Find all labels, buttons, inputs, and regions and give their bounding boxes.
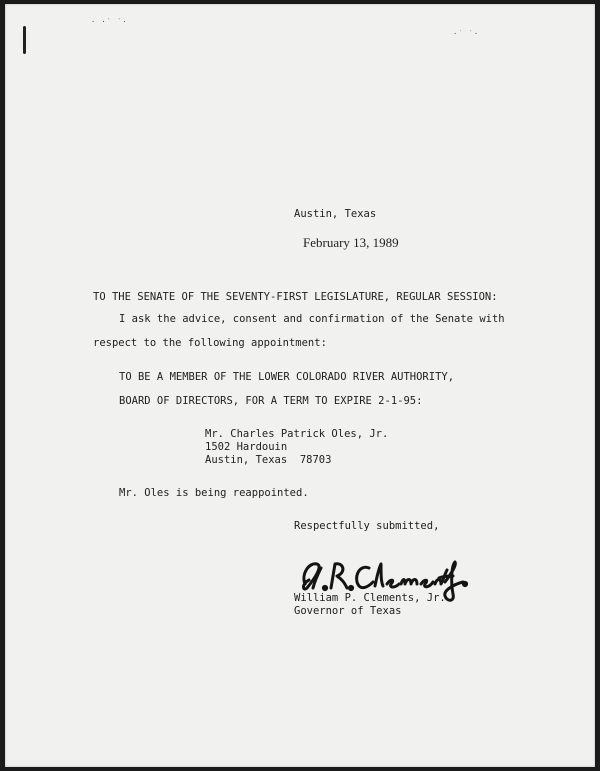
letter-closing: Respectfully submitted, [294,520,440,532]
position-line-2: BOARD OF DIRECTORS, FOR A TERM TO EXPIRE 2-1-95: [119,395,423,407]
stray-mark-right: ·˙ ˙· [453,30,480,38]
signer-name: William P. Clements, Jr. [294,592,446,604]
appointee-street: 1502 Hardouin [205,441,288,453]
letter-body-line-1: I ask the advice, consent and confirmation of the Senate with [119,313,505,325]
reappointment-note: Mr. Oles is being reappointed. [119,487,309,499]
letter-date: February 13, 1989 [303,235,399,250]
signer-title: Governor of Texas [294,605,402,617]
letter-page [5,4,595,767]
stray-mark-left: · ·˙ ˙· [91,18,128,26]
position-line-1: TO BE A MEMBER OF THE LOWER COLORADO RIVER AUTHORITY, [119,371,455,383]
letter-body-line-2: respect to the following appointment: [93,337,327,349]
letter-location: Austin, Texas [294,208,377,220]
appointee-city: Austin, Texas 78703 [205,454,332,466]
letter-salutation: TO THE SENATE OF THE SEVENTY-FIRST LEGISLATURE, REGULAR SESSION: [93,291,498,303]
appointee-name: Mr. Charles Patrick Oles, Jr. [205,428,389,440]
binder-mark [23,26,26,54]
